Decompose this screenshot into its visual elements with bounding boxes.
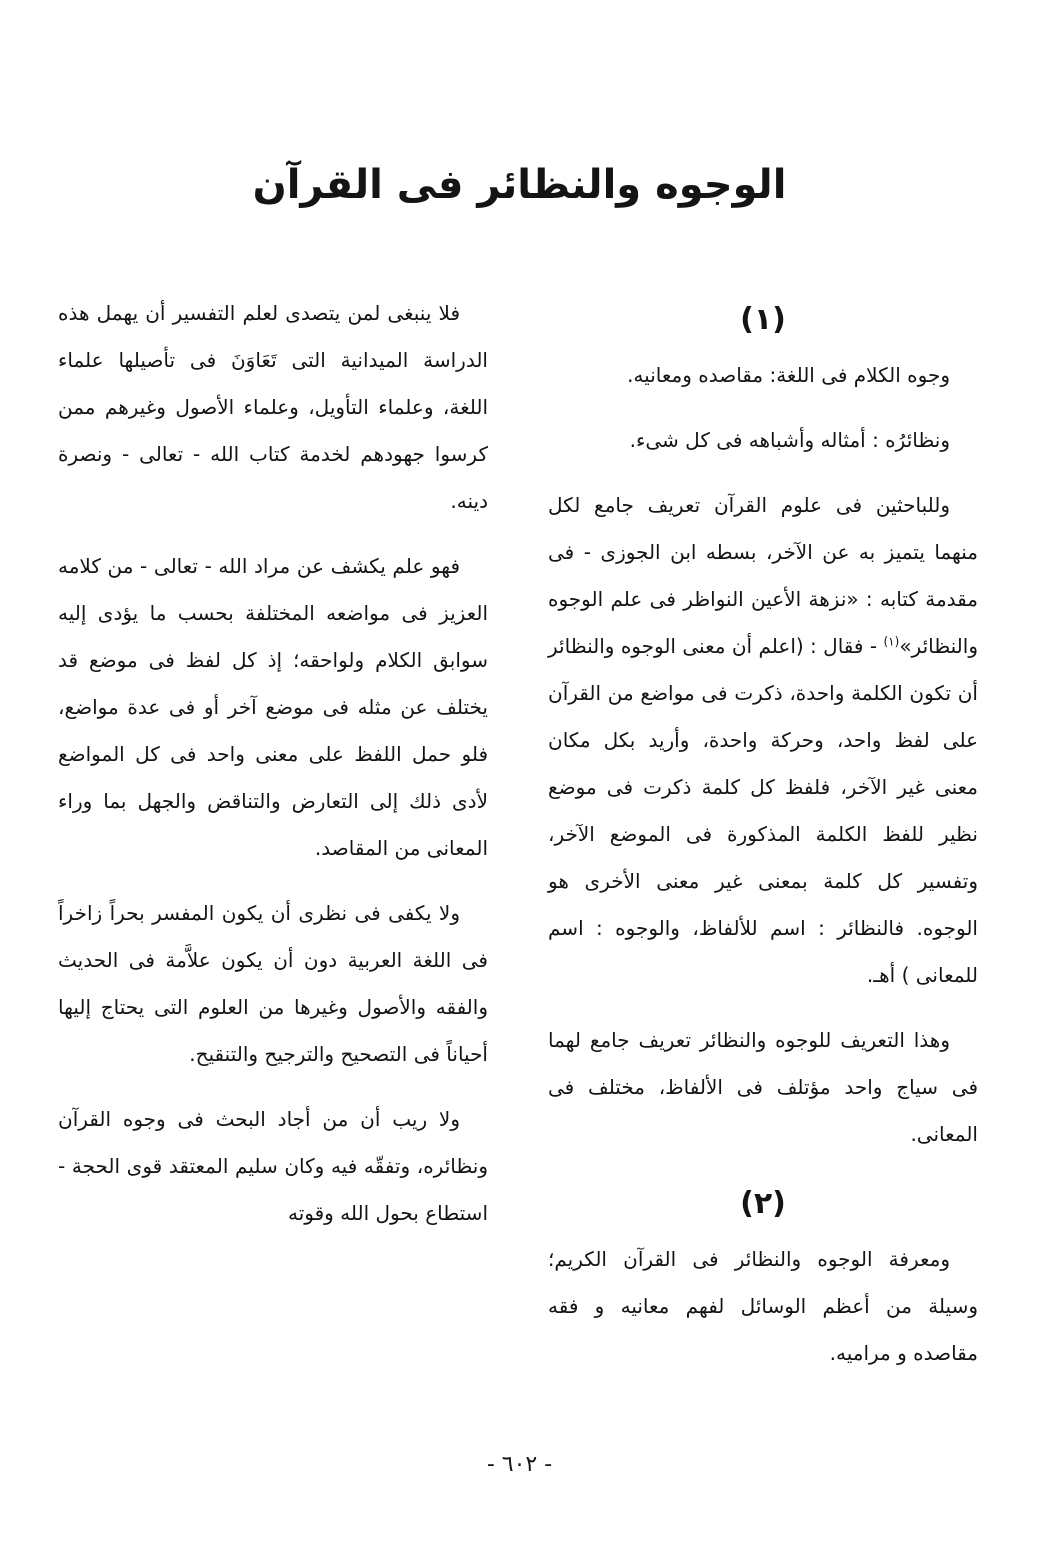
paragraph-text: - فقال : (اعلم أن معنى الوجوه والنظائر أن تكون الكلمة واحدة، ذكرت فى مواضع من القرآن على لفظ واحد، وحركة واحدة، وأريد بكل مكان معنى غير الآخر، فلفظ كل كلمة ذكرت فى موضع نظير للفظ الكلمة المذكورة فى الموضع الآخر، وتفسير كل كلمة بمعنى غير معنى الأخرى هو الوجوه. فالنظائر : اسم للألفاظ، والوجوه : اسم للمعانى ) أهـ.: [548, 634, 978, 987]
section-number-1: (١): [740, 302, 786, 337]
right-column: [548, 290, 978, 1395]
paragraph: فهو علم يكشف عن مراد الله - تعالى - من كلامه العزيز فى مواضعه المختلفة بحسب ما يؤدى إليه سوابق الكلام ولواحقه؛ إذ كل لفظ فى موضع قد يختلف عن مثله فى موضع آخر أو فى عدة مواضع، فلو حمل اللفظ على معنى واحد فى كل المواضع لأدى ذلك إلى التعارض والتناقض والجهل بما وراء المعانى من المقاصد.: [58, 554, 488, 860]
paragraph: وجوه الكلام فى اللغة: مقاصده ومعانيه.: [627, 363, 950, 387]
paragraph: ومعرفة الوجوه والنظائر فى القرآن الكريم؛ وسيلة من أعظم الوسائل لفهم معانيه و فقه مقاصده و مراميه.: [548, 1247, 978, 1365]
footnote-ref: (١): [883, 634, 900, 649]
paragraph: فلا ينبغى لمن يتصدى لعلم التفسير أن يهمل هذه الدراسة الميدانية التى تَعَاوَنَ فى تأصيلها علماء اللغة، وعلماء التأويل، وعلماء الأصول وغيرهم ممن كرسوا جهودهم لخدمة كتاب الله - تعالى - ونصرة دينه.: [58, 301, 488, 513]
left-column: [58, 290, 488, 1255]
paragraph: ولا يكفى فى نظرى أن يكون المفسر بحراً زاخراً فى اللغة العربية دون أن يكون علاَّمة فى الحديث والفقه والأصول وغيرها من العلوم التى يحتاج إليها أحياناً فى التصحيح والترجيح والتنقيح.: [58, 901, 488, 1066]
paragraph: وهذا التعريف للوجوه والنظائر تعريف جامع لهما فى سياج واحد مؤتلف فى الألفاظ، مختلف فى المعانى.: [548, 1028, 978, 1146]
paragraph-with-footnote: [548, 482, 978, 999]
page-title: الوجوه والنظائر فى القرآن: [252, 162, 787, 208]
paragraph-text: وللباحثين فى علوم القرآن تعريف جامع لكل منهما يتميز به عن الآخر، بسطه ابن الجوزى - فى مقدمة كتابه : «نزهة الأعين النواظر فى علم الوجوه والنظائر»: [548, 493, 978, 658]
paragraph: ونظائرُه : أمثاله وأشباهه فى كل شىء.: [629, 428, 950, 452]
paragraph: ولا ريب أن من أجاد البحث فى وجوه القرآن ونظائره، وتفقّه فيه وكان سليم المعتقد قوى الحجة - استطاع بحول الله وقوته: [58, 1107, 488, 1225]
page-number: - ٦٠٢ -: [486, 1452, 553, 1477]
section-number-2: (٢): [740, 1186, 786, 1221]
